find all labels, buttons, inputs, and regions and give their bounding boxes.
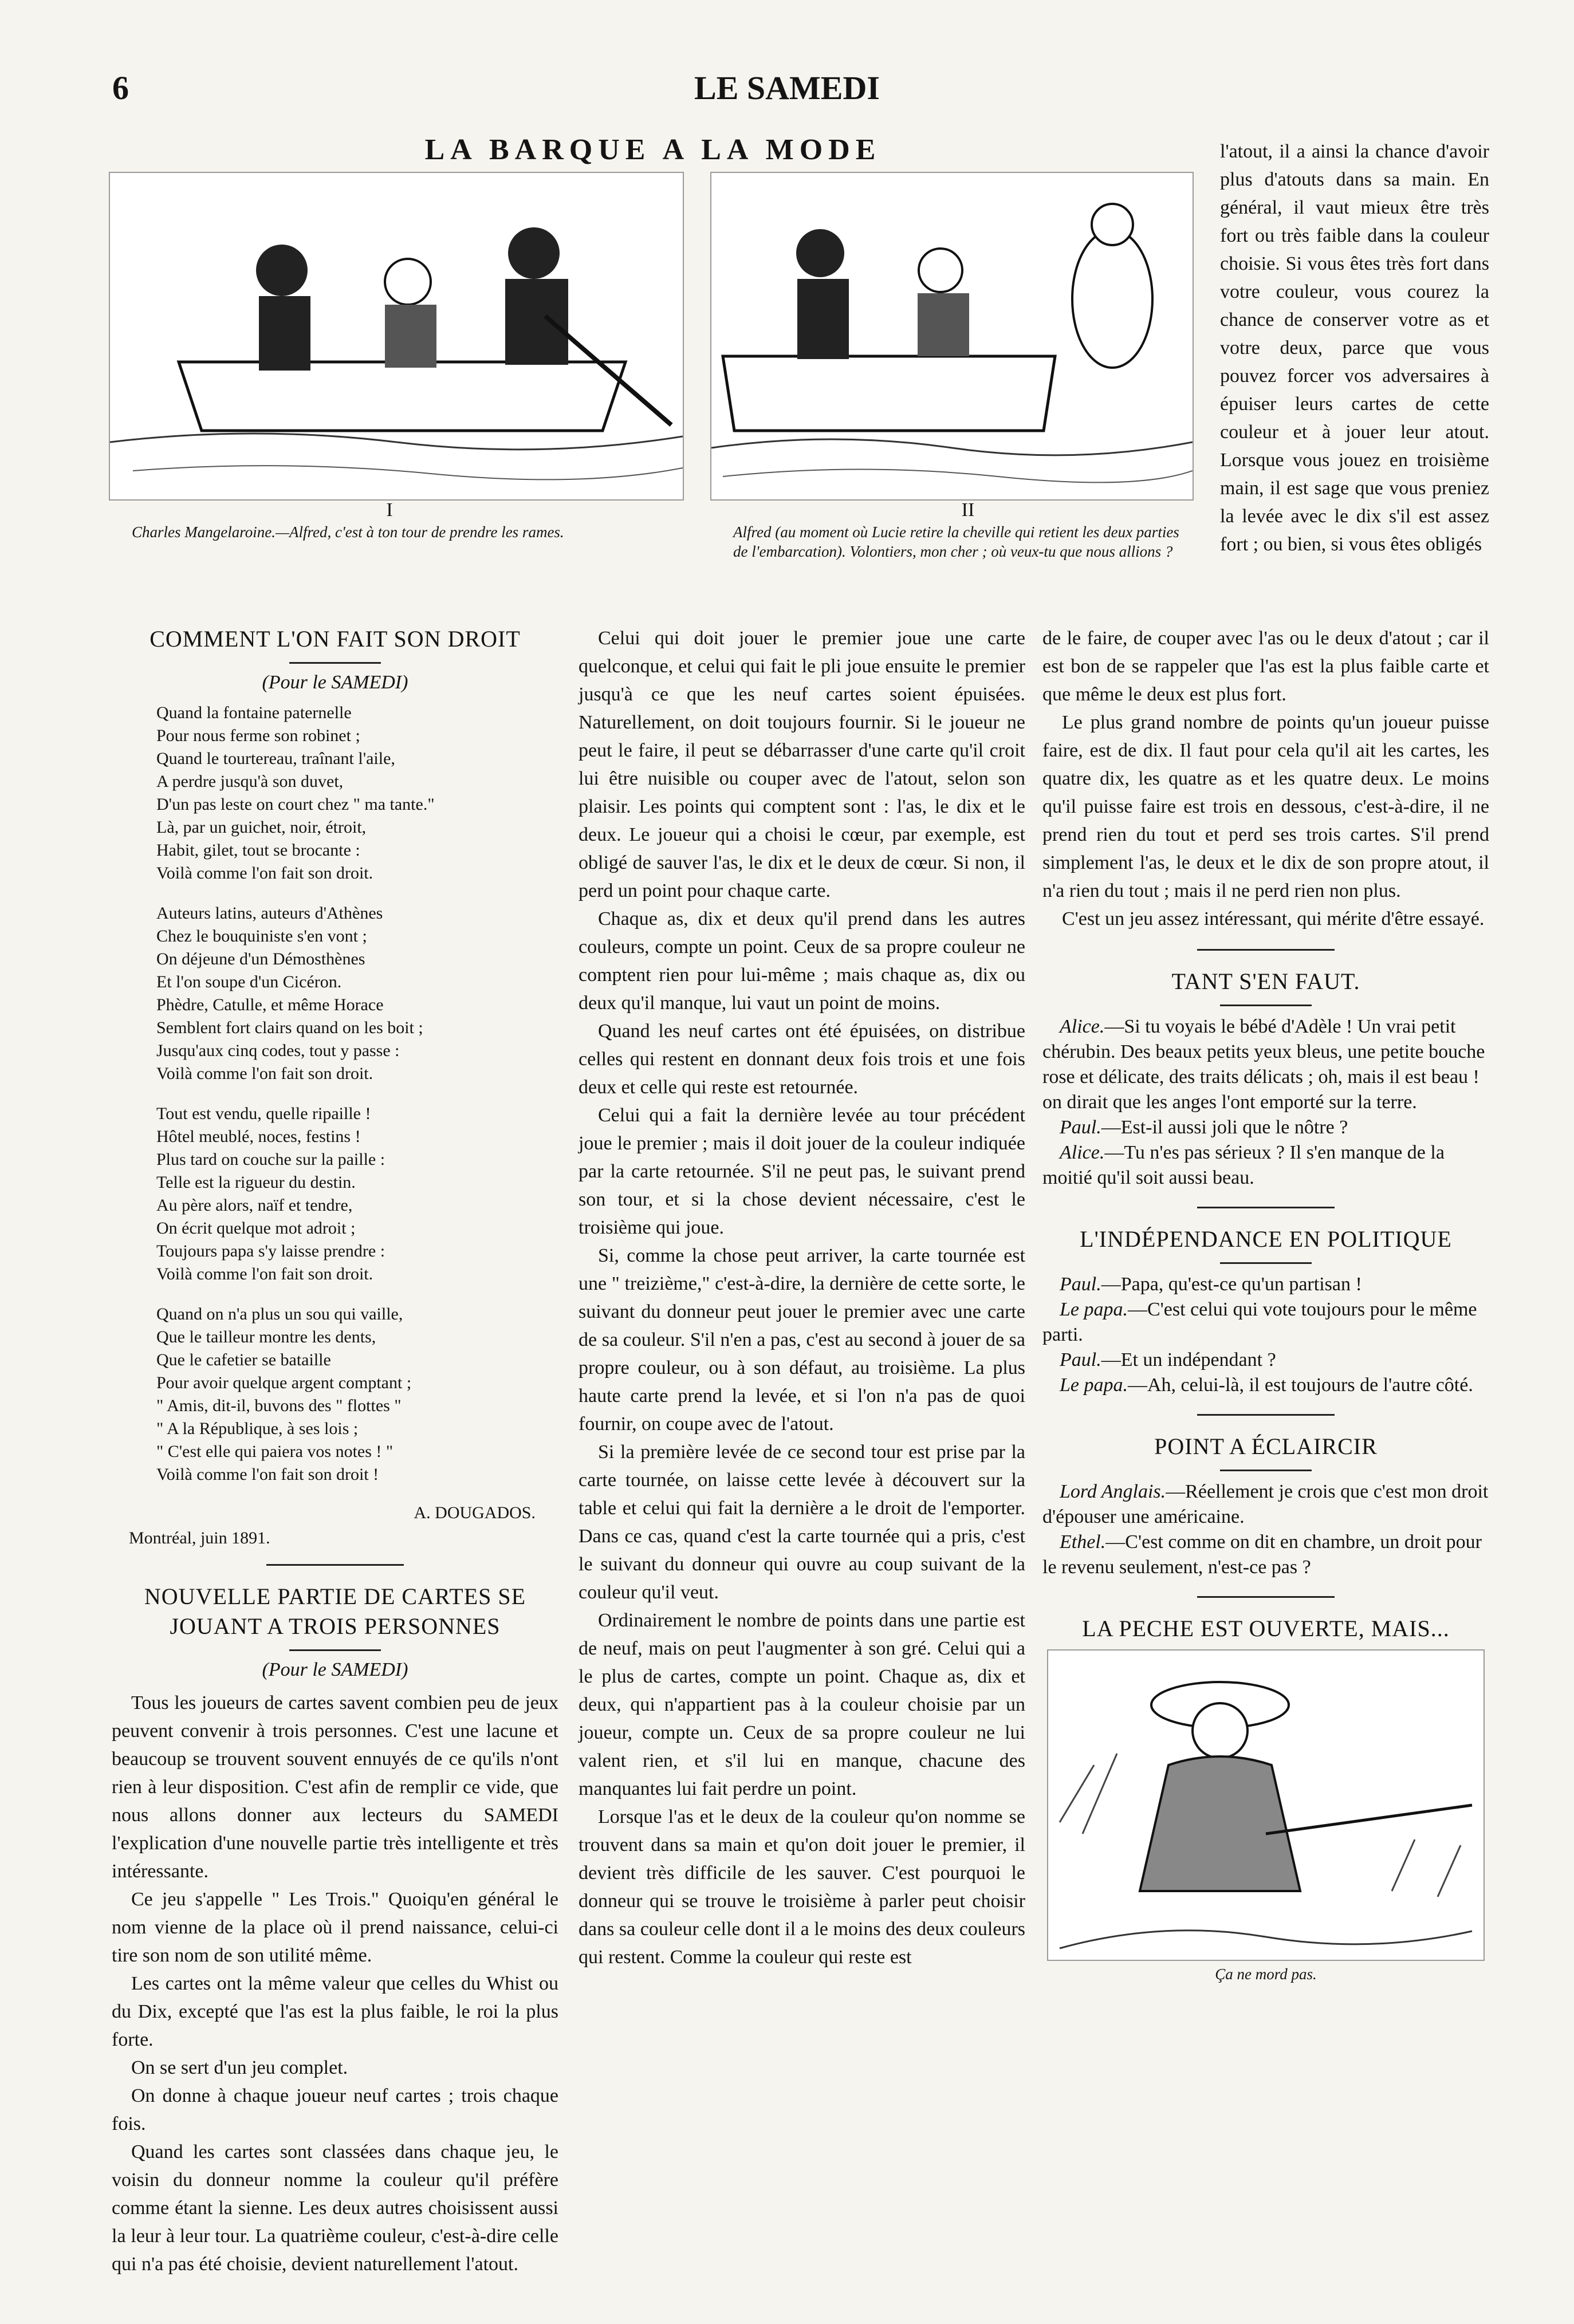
verse-line: On écrit quelque mot adroit ;: [156, 1219, 356, 1238]
cartoon-title: LA BARQUE A LA MODE: [424, 133, 882, 166]
dialogue-speaker: Lord Anglais.: [1060, 1481, 1166, 1502]
cards-paragraph: Chaque as, dix et deux qu'il prend dans les autres couleurs, compte un point. Ceux de sa propre couleur ne comptent rien pour lui-même ; mais chaque as, dix ou deux qu'il manque, lui vaut un point de moins.: [579, 908, 1025, 1014]
verse-line: Que le tailleur montre les dents,: [156, 1328, 376, 1346]
verse-line: Auteurs latins, auteurs d'Athènes: [156, 904, 383, 923]
cards-paragraph: Celui qui doit jouer le premier joue une carte quelconque, et celui qui fait le pli joue ensuite le premier jusqu'à ce que les neuf cartes soient épuisées. Naturellement, on doit toujours fournir. Si le joueur ne peut le faire, il peut se débarrasser d'une carte qu'il croit lui être nuisible ou couper avec de l'atout, selon son plaisir. Les points qui comptent sont : l'as, le dix et le deux. Le joueur qui a choisi le cœur, par exemple, est obligé de sauver l'as, le dix et le deux de cœur. Si non, il perd un point pour chaque carte.: [579, 628, 1025, 901]
panel-1-number: I: [386, 499, 393, 521]
masthead: LE SAMEDI: [694, 69, 880, 107]
cards-paragraph: Celui qui a fait la dernière levée au tour précédent joue le premier ; mais il doit jouer de la couleur indiquée par la carte retournée. S'il ne peut pas, le suivant prend son tour, et si la chose devient nécessaire, c'est le troisième qui joue.: [579, 1105, 1025, 1238]
panel-2-number: II: [961, 499, 975, 521]
dialogue-speaker: Alice.: [1060, 1142, 1105, 1163]
dialogue-speaker: Alice.: [1060, 1016, 1105, 1037]
eclaircir-title: POINT A ÉCLAIRCIR: [1154, 1433, 1378, 1459]
section-rule: [1197, 949, 1335, 951]
dialogue-line: [1042, 1297, 1489, 1348]
verse-line: " A la République, à ses lois ;: [156, 1419, 359, 1438]
title-rule: [1220, 1005, 1312, 1006]
dialogue-speaker: Paul.: [1060, 1349, 1101, 1370]
poem-subtitle: (Pour le SAMEDI): [262, 672, 408, 693]
verse-line: Jusqu'aux cinq codes, tout y passe :: [156, 1041, 400, 1060]
cards-col3-top: [1220, 137, 1489, 558]
dialogue-speaker: Le papa.: [1060, 1299, 1128, 1320]
fishing-illustration: [1047, 1649, 1485, 1961]
verse-line: Phèdre, Catulle, et même Horace: [156, 995, 384, 1014]
verse-line: Quand le tourtereau, traînant l'aile,: [156, 749, 395, 768]
cards-paragraph: Ce jeu s'appelle " Les Trois." Quoiqu'en général le nom vienne de la place où il prend naissance, celui-ci tire son nom de son utilité même.: [112, 1889, 558, 1966]
section-rule: [1197, 1414, 1335, 1416]
poem-title: COMMENT L'ON FAIT SON DROIT: [149, 626, 521, 652]
verse-line: Pour nous ferme son robinet ;: [156, 726, 360, 745]
cards-paragraph: Le plus grand nombre de points qu'un joueur puisse faire, est de dix. Il faut pour cela qu'il ait les cartes, les quatre dix, les quatre as et les quatre deux. Le moins qu'il puisse faire est trois en dessous, c'est-à-dire, il ne prend rien du tout et perd ses trois cartes. S'il prend simplement l'as, le deux et le dix de son propre atout, il n'a rien du tout ; mais il ne perd rien non plus.: [1042, 712, 1489, 901]
dialogue-speaker: Le papa.: [1060, 1374, 1128, 1396]
verse-line: Voilà comme l'on fait son droit.: [156, 864, 373, 883]
cards-paragraph: Quand les neuf cartes ont été épuisées, on distribue celles qui restent en donnant deux fois trois et une fois deux et celle qui reste est retournée.: [579, 1021, 1025, 1098]
verse-line: D'un pas leste on court chez " ma tante.": [156, 795, 435, 814]
verse-line: " Amis, dit-il, buvons des " flottes ": [156, 1396, 402, 1415]
dialogue-text: —Et un indépendant ?: [1101, 1349, 1276, 1370]
verse-line: Au père alors, naïf et tendre,: [156, 1196, 353, 1215]
verse-line: A perdre jusqu'à son duvet,: [156, 772, 344, 791]
verse-line: Voilà comme l'on fait son droit !: [156, 1465, 379, 1484]
column-3: [1042, 624, 1489, 1984]
verse-line: Et l'on soupe d'un Cicéron.: [156, 972, 342, 991]
cartoon-panel-1-illustration: [109, 172, 684, 501]
section-rule: [266, 1564, 404, 1566]
title-rule: [1220, 1262, 1312, 1264]
verse-line: " C'est elle qui paiera vos notes ! ": [156, 1442, 394, 1461]
panel-2-caption: Alfred (au moment où Lucie retire la cheville qui retient les deux parties de l'embarcation). Volontiers, mon cher ; où veux-tu que nous allions ?: [733, 523, 1179, 560]
dialogue-line: [1042, 1140, 1489, 1191]
verse-line: Voilà comme l'on fait son droit.: [156, 1064, 373, 1083]
cards-paragraph: Tous les joueurs de cartes savent combien peu de jeux peuvent convenir à trois personnes. C'est une lacune et beaucoup se trouvent souvent ennuyés de ce qu'ils n'ont rien à leur disposition. C'est afin de remplir ce vide, que nous allons donner aux lecteurs du SAMEDI l'explication d'une nouvelle partie très intelligente et très intéressante.: [112, 1692, 558, 1882]
dialogue-line: [1042, 1479, 1489, 1530]
title-rule: [289, 662, 381, 664]
cards-paragraph: Les cartes ont la même valeur que celles du Whist ou du Dix, excepté que l'as est la plus faible, le roi la plus forte.: [112, 1973, 558, 2050]
dialogue-speaker: Paul.: [1060, 1274, 1101, 1295]
dialogue-text: —Réellement je crois que c'est mon droit d'épouser une américaine.: [1042, 1481, 1489, 1527]
dialogue-text: —Papa, qu'est-ce qu'un partisan !: [1101, 1274, 1362, 1295]
dialogue-line: [1042, 1014, 1489, 1115]
column-1: [112, 624, 558, 2278]
panel-1-caption: Charles Mangelaroine.—Alfred, c'est à ton tour de prendre les rames.: [132, 523, 564, 541]
cards-paragraph: C'est un jeu assez intéressant, qui mérite d'être essayé.: [1062, 908, 1485, 929]
cards-paragraph: Si la première levée de ce second tour est prise par la carte tournée, on laisse cette levée à découvert sur la table et celui qui fait la dernière a le droit de l'emporter. Dans ce cas, quand c'est la carte tournée qui a pris, c'est le suivant du donneur qui ouvre au coup suivant de la couleur qu'il veut.: [579, 1441, 1025, 1603]
page-number: 6: [112, 69, 129, 107]
section-rule: [1197, 1207, 1335, 1208]
verse-line: Là, par un guichet, noir, étroit,: [156, 818, 367, 837]
verse-line: Quand la fontaine paternelle: [156, 703, 352, 722]
cards-paragraph: Si, comme la chose peut arriver, la carte tournée est une " treizième," c'est-à-dire, la dernière de cette sorte, le suivant du donneur peut jouer le premier avec une carte de sa couleur. S'il n'en a pas, c'est au second à jouer de sa propre couleur, ou à son défaut, au troisième. La plus haute carte prend la levée, et si l'on n'a pas de quoi fournir, on coupe avec de l'atout.: [579, 1245, 1025, 1435]
verse-line: Toujours papa s'y laisse prendre :: [156, 1242, 385, 1261]
poem-author: A. DOUGADOS.: [414, 1503, 536, 1522]
verse-line: On déjeune d'un Démosthènes: [156, 950, 365, 968]
cards-paragraph: Quand les cartes sont classées dans chaque jeu, le voisin du donneur nomme la couleur qu'il préfère comme étant la sienne. Les deux autres choisissent aussi la leur à leur tour. La quatrième couleur, c'est-à-dire celle qui n'a pas été choisie, devient naturellement l'atout.: [112, 2141, 558, 2275]
title-rule: [289, 1649, 381, 1651]
verse-line: Hôtel meublé, noces, festins !: [156, 1127, 361, 1146]
dialogue-text: —C'est comme on dit en chambre, un droit pour le revenu seulement, n'est-ce pas ?: [1042, 1531, 1482, 1578]
cards-col2: [579, 624, 1025, 1971]
dialogue-line: [1042, 1373, 1489, 1398]
dialogue-text: —Tu n'es pas sérieux ? Il s'en manque de la moitié qu'il soit aussi beau.: [1042, 1142, 1445, 1188]
verse-line: Que le cafetier se bataille: [156, 1350, 331, 1369]
cards-paragraph: Lorsque l'as et le deux de la couleur qu'on nomme se trouvent dans sa main et qu'on doit jouer le premier, il devient très difficile de les sauver. C'est pourquoi le donneur qui se trouve le troisième à parler peut choisir dans sa couleur celle dont il a le moins des deux couleurs qui restent. Comme la couleur qui reste est: [579, 1806, 1025, 1968]
dialogue-line: [1042, 1530, 1489, 1580]
cards-paragraph: On donne à chaque joueur neuf cartes ; trois chaque fois.: [112, 2085, 558, 2134]
poem-place-date: Montréal, juin 1891.: [129, 1529, 270, 1547]
cards-paragraph: On se sert d'un jeu complet.: [131, 2057, 348, 2078]
verse-line: Telle est la rigueur du destin.: [156, 1173, 356, 1192]
dialogue-text: —Est-il aussi joli que le nôtre ?: [1101, 1117, 1348, 1138]
poem-stanza-3: [156, 1102, 558, 1286]
dialogue-speaker: Ethel.: [1060, 1531, 1106, 1553]
verse-line: Habit, gilet, tout se brocante :: [156, 841, 360, 860]
tant-title: TANT S'EN FAUT.: [1171, 968, 1360, 994]
dialogue-line: [1042, 1272, 1489, 1297]
fishing-caption: Ça ne mord pas.: [1215, 1965, 1317, 1983]
poem-stanza-1: [156, 702, 558, 885]
cards-paragraph: l'atout, il a ainsi la chance d'avoir plus d'atouts dans sa main. En général, il vaut mieux être très fort ou très faible dans la couleur choisie. Si vous êtes très fort dans votre couleur, vous courez la chance de conserver votre as et votre deux, parce que vous pouvez forcer vos adversaires à épuiser leurs cartes de cette couleur et à jouer leur atout. Lorsque vous jouez en troisième main, il est sage que vous preniez la levée avec le dix s'il est assez fort ; ou bien, si vous êtes obligés: [1220, 141, 1489, 555]
dialogue-speaker: Paul.: [1060, 1117, 1101, 1138]
dialogue-text: —C'est celui qui vote toujours pour le même parti.: [1042, 1299, 1477, 1345]
verse-line: Semblent fort clairs quand on les boit ;: [156, 1018, 423, 1037]
dialogue-text: —Si tu voyais le bébé d'Adèle ! Un vrai petit chérubin. Des beaux petits yeux bleus, une petite bouche rose et délicate, des traits délicats ; oh, mais il est beau ! on dirait que les anges l'ont emporté sur la terre.: [1042, 1016, 1485, 1113]
cards-subtitle: (Pour le SAMEDI): [262, 1659, 408, 1680]
verse-line: Chez le bouquiniste s'en vont ;: [156, 927, 367, 946]
dialogue-line: [1042, 1115, 1489, 1140]
cards-paragraph: Ordinairement le nombre de points dans une partie est de neuf, mais on peut l'augmenter à son gré. Celui qui a le plus de cartes, compte un point. Chaque as, dix et deux, qui n'appartient pas à la couleur choisie par un joueur, compte un. Ceux de sa propre couleur ne lui valent rien, et s'il lui en manque, chacune des manquantes lui fait perdre un point.: [579, 1610, 1025, 1799]
cards-title: NOUVELLE PARTIE DE CARTES SE JOUANT A TROIS PERSONNES: [144, 1584, 526, 1639]
poem-stanza-4: [156, 1303, 558, 1486]
cards-col1: [112, 1689, 558, 2278]
cartoon-panel-2-illustration: [710, 172, 1194, 501]
dialogue-text: —Ah, celui-là, il est toujours de l'autre côté.: [1128, 1374, 1473, 1396]
poem-stanza-2: [156, 902, 558, 1085]
verse-line: Pour avoir quelque argent comptant ;: [156, 1373, 412, 1392]
independance-title: L'INDÉPENDANCE EN POLITIQUE: [1080, 1226, 1452, 1252]
cards-col3: [1042, 624, 1489, 933]
verse-line: Plus tard on couche sur la paille :: [156, 1150, 385, 1169]
verse-line: Voilà comme l'on fait son droit.: [156, 1265, 373, 1283]
verse-line: Tout est vendu, quelle ripaille !: [156, 1104, 371, 1123]
cards-paragraph: de le faire, de couper avec l'as ou le deux d'atout ; car il est bon de se rappeler que l'as est la plus faible carte et que même le deux est plus fort.: [1042, 628, 1489, 705]
dialogue-line: [1042, 1348, 1489, 1373]
verse-line: Quand on n'a plus un sou qui vaille,: [156, 1305, 403, 1324]
title-rule: [1220, 1470, 1312, 1471]
section-rule: [1197, 1596, 1335, 1598]
peche-title: LA PECHE EST OUVERTE, MAIS...: [1082, 1616, 1450, 1641]
